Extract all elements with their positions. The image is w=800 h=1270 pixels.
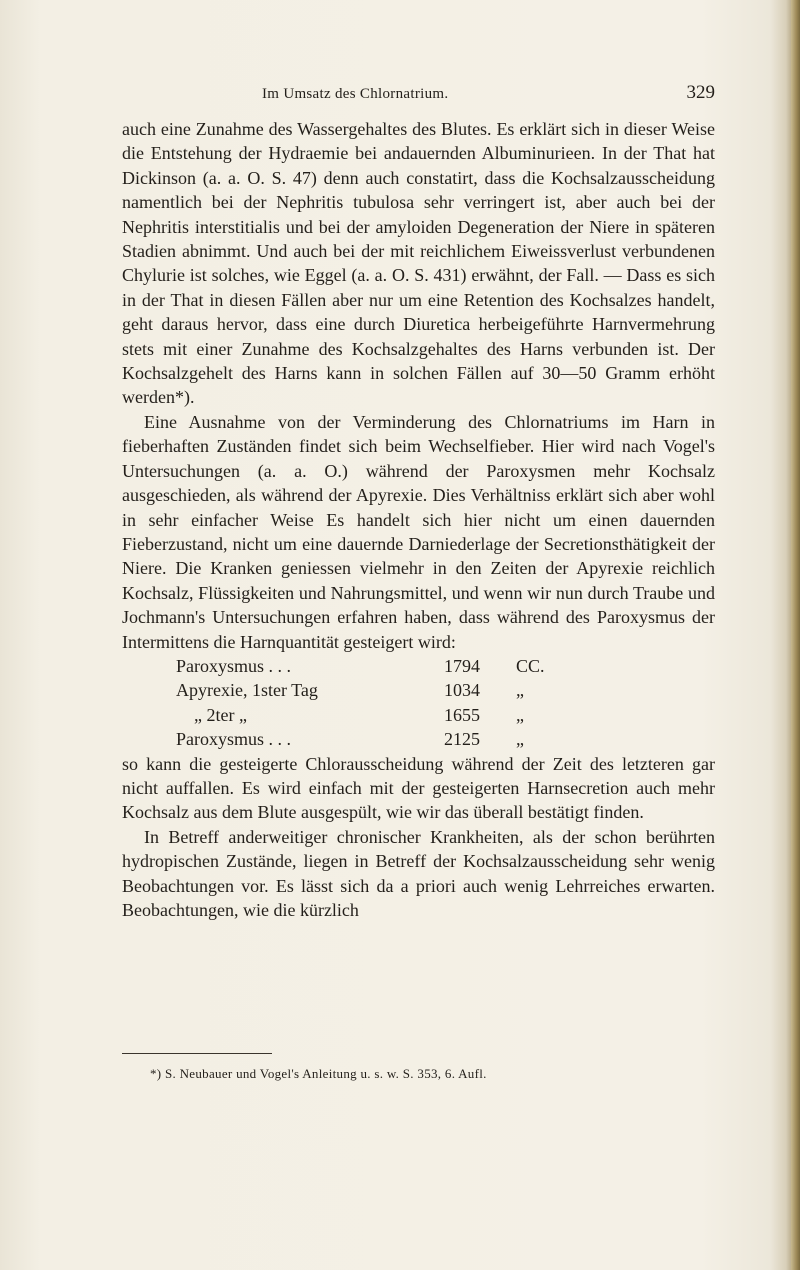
page-edge [791,0,800,1270]
table-row-label: Paroxysmus . . . [176,655,292,676]
table-row-value: 1794 [444,655,480,676]
table-row-unit: „ [516,729,524,750]
table-row [176,654,545,678]
urine-quantity-table [176,654,545,752]
footnote-divider [122,1053,272,1054]
table-row [176,678,545,702]
table-row-label: Apyrexie, 1ster Tag [176,680,318,701]
table-row-unit: CC. [516,655,545,676]
table-row-label: „ 2ter „ [194,704,247,725]
table-row-value: 1655 [444,704,480,725]
table-row [176,727,545,751]
footnote: *) S. Neubauer und Vogel's Anleitung u. s. w. S. 353, 6. Aufl. [150,1066,487,1081]
table-row-unit: „ [516,680,524,701]
page-number: 329 [686,82,715,103]
paragraph-1: auch eine Zunahme des Wassergehaltes des Blutes. Es erklärt sich in dieser Weise die Entstehung der Hydraemie bei andauernden Albuminurieen. In der That hat Dickinson (a. a. O. S. 47) denn auch constatirt, dass die Kochsalzausscheidung namentlich bei der Nephritis tubulosa sehr verringert ist, aber auch bei der Nephritis interstitialis und bei der amyloiden Degeneration der Niere in späteren Stadien abnimmt. Und auch bei der mit reichlichem Eiweissverlust verbundenen Chylurie ist solches, wie Eggel (a. a. O. S. 431) erwähnt, der Fall. — Dass es sich in der That in diesen Fällen aber nur um eine Retention des Kochsalzes handelt, geht daraus hervor, dass eine durch Diuretica herbeigeführte Harnvermehrung stets mit einer Zunahme des Kochsalzgehaltes des Harns verbunden ist. Der Kochsalzgehelt des Harns kann in solchen Fällen auf 30—50 Gramm erhöht werden*). [122,119,715,408]
body-text [122,117,715,922]
paragraph-3: so kann die gesteigerte Chlorausscheidung während der Zeit des letzteren gar nicht auffallen. Es wird einfach mit der gesteigerten Harnsecretion auch mehr Kochsalz aus dem Blute ausgespült, wie wir das überall bestätigt finden. [122,753,715,823]
header-title: Im Umsatz des Chlornatrium. [262,86,449,102]
paragraph-4: In Betreff anderweitiger chronischer Krankheiten, als der schon berührten hydropischen Zustände, liegen in Betreff der Kochsalzausscheidung sehr wenig Beobachtungen vor. Es lässt sich da a priori auch wenig Lehrreiches erwarten. Beobachtungen, wie die kürzlich [122,826,715,920]
running-header [120,82,715,112]
table-row [176,703,545,727]
table-row-unit: „ [516,704,524,725]
table-row-value: 1034 [444,680,480,701]
paragraph-2: Eine Ausnahme von der Verminderung des Chlornatriums im Harn in fieberhaften Zuständen findet sich beim Wechselfieber. Hier wird nach Vogel's Untersuchungen (a. a. O.) während der Paroxysmen mehr Kochsalz ausgeschieden, als während der Apyrexie. Dies Verhältniss erklärt sich aber wohl in sehr einfacher Weise Es handelt sich hier nicht um einen dauernden Fieberzustand, nicht um eine dauernde Darniederlage der Secretionsthätigkeit der Niere. Die Kranken geniessen vielmehr in den Zeiten der Apyrexie reichlich Kochsalz, Flüssigkeiten und Nahrungsmittel, und wenn wir nun durch Traube und Jochmann's Untersuchungen erfahren haben, dass während des Paroxysmus der Intermittens die Harnquantität gesteigert wird: [122,411,715,652]
table-row-label: Paroxysmus . . . [176,729,292,750]
table-row-value: 2125 [444,729,480,750]
